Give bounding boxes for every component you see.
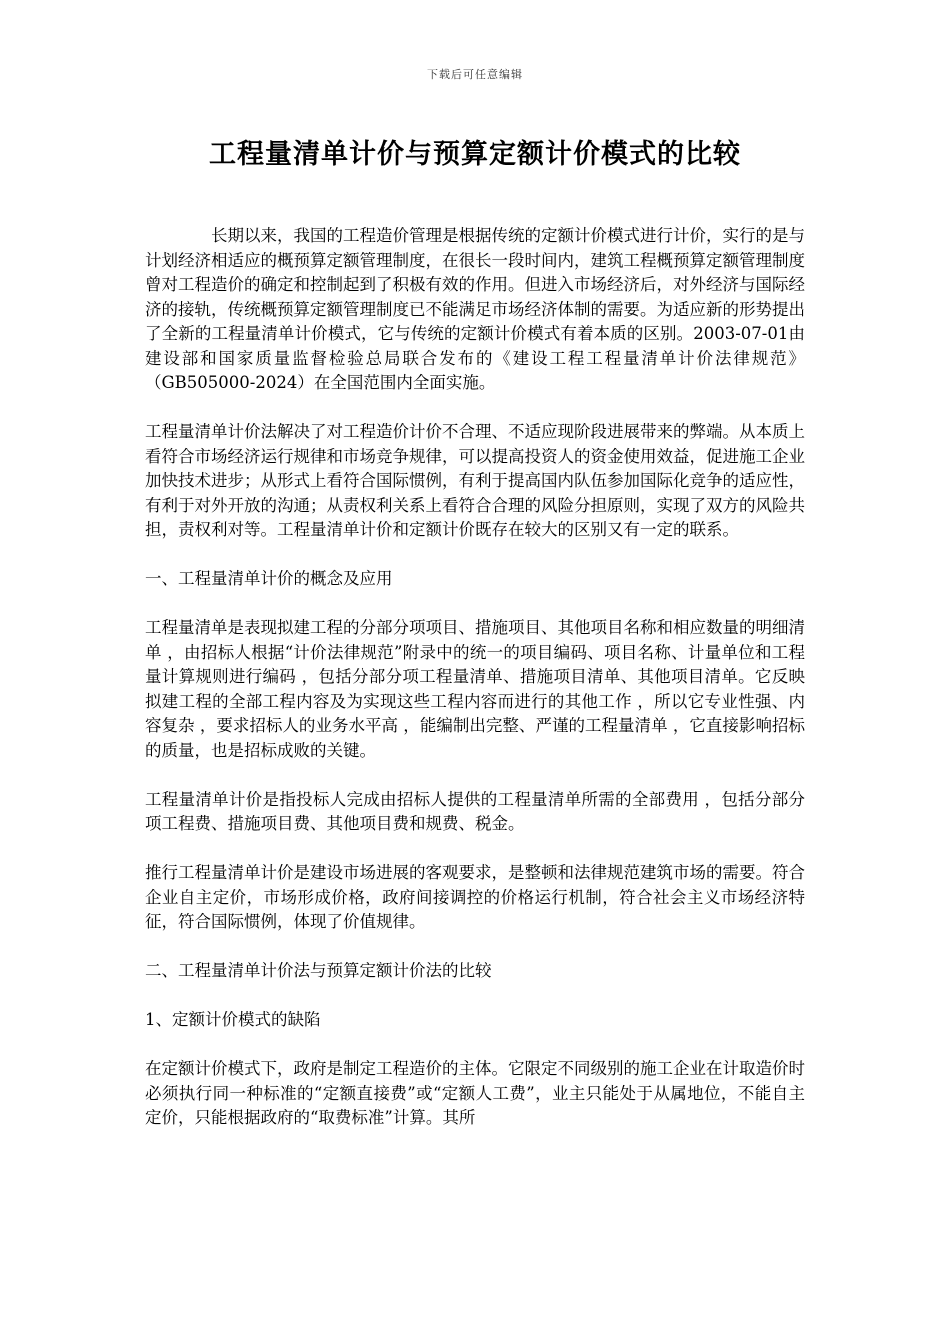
paragraph-quota-defects: 在定额计价模式下，政府是制定工程造价的主体。它限定不同级别的施工企业在计取造价时必须执行同一种标准的“定额直接费”或“定额人工费”，业主只能处于从属地位，不能自主定价，只能根据政府的“取费标准”计算。其所 xyxy=(145,1059,805,1127)
paragraph-promotion: 推行工程量清单计价是建设市场进展的客观要求，是整顿和法律规范建筑市场的需要。符合企业自主定价，市场形成价格，政府间接调控的价格运行机制，符合社会主义市场经济特征，符合国际惯例，体现了价值规律。 xyxy=(145,863,805,931)
paragraph-bill-definition: 工程量清单是表现拟建工程的分部分项项目、措施项目、其他项目名称和相应数量的明细清单 ，由招标人根据“计价法律规范”附录中的统一的项目编码、项目名称、计量单位和工程量计算规则进行编码 ，包括分部分项工程量清单、措施项目清单、其他项目清单。它反映拟建工程的全部工程内容及为实现这些工程内容而进行的其他工作 ，所以它专业性强、内容复杂 ，要求招标人的业务水平高 ，能编制出完整、严谨的工程量清单 ，它直接影响招标的质量，也是招标成败的关键。 xyxy=(145,618,805,760)
section-heading-2: 二、工程量清单计价法与预算定额计价法的比较 xyxy=(145,961,492,980)
document-body xyxy=(145,224,805,1155)
header-note: 下载后可任意编辑 xyxy=(427,68,523,81)
paragraph-intro: 长期以来，我国的工程造价管理是根据传统的定额计价模式进行计价，实行的是与计划经济相适应的概预算定额管理制度，在很长一段时间内，建筑工程概预算定额管理制度曾对工程造价的确定和控制起到了积极有效的作用。但进入市场经济后，对外经济与国际经济的接轨，传统概预算定额管理制度已不能满足市场经济体制的需要。为适应新的形势提出了全新的工程量清单计价模式，它与传统的定额计价模式有着本质的区别。2003-07-01由建设部和国家质量监督检验总局联合发布的《建设工程工程量清单计价法律规范》（GB505000-2024）在全国范围内全面实施。 xyxy=(145,226,805,392)
section-heading-1: 一、工程量清单计价的概念及应用 xyxy=(145,569,393,588)
document-title: 工程量清单计价与预算定额计价模式的比较 xyxy=(209,139,741,170)
paragraph-bill-pricing: 工程量清单计价是指投标人完成由招标人提供的工程量清单所需的全部费用 ，包括分部分项工程费、措施项目费、其他项目费和规费、税金。 xyxy=(145,789,805,833)
paragraph-advantages: 工程量清单计价法解决了对工程造价计价不合理、不适应现阶段进展带来的弊端。从本质上看符合市场经济运行规律和市场竞争规律，可以提高投资人的资金使用效益，促进施工企业加快技术进步；从形式上看符合国际惯例，有利于提高国内队伍参加国际化竞争的适应性，有利于对外开放的沟通；从责权利关系上看符合合理的风险分担原则，实现了双方的风险共担，责权利对等。工程量清单计价和定额计价既存在较大的区别又有一定的联系。 xyxy=(145,422,805,539)
subsection-heading-1: 1、定额计价模式的缺陷 xyxy=(145,1010,321,1029)
